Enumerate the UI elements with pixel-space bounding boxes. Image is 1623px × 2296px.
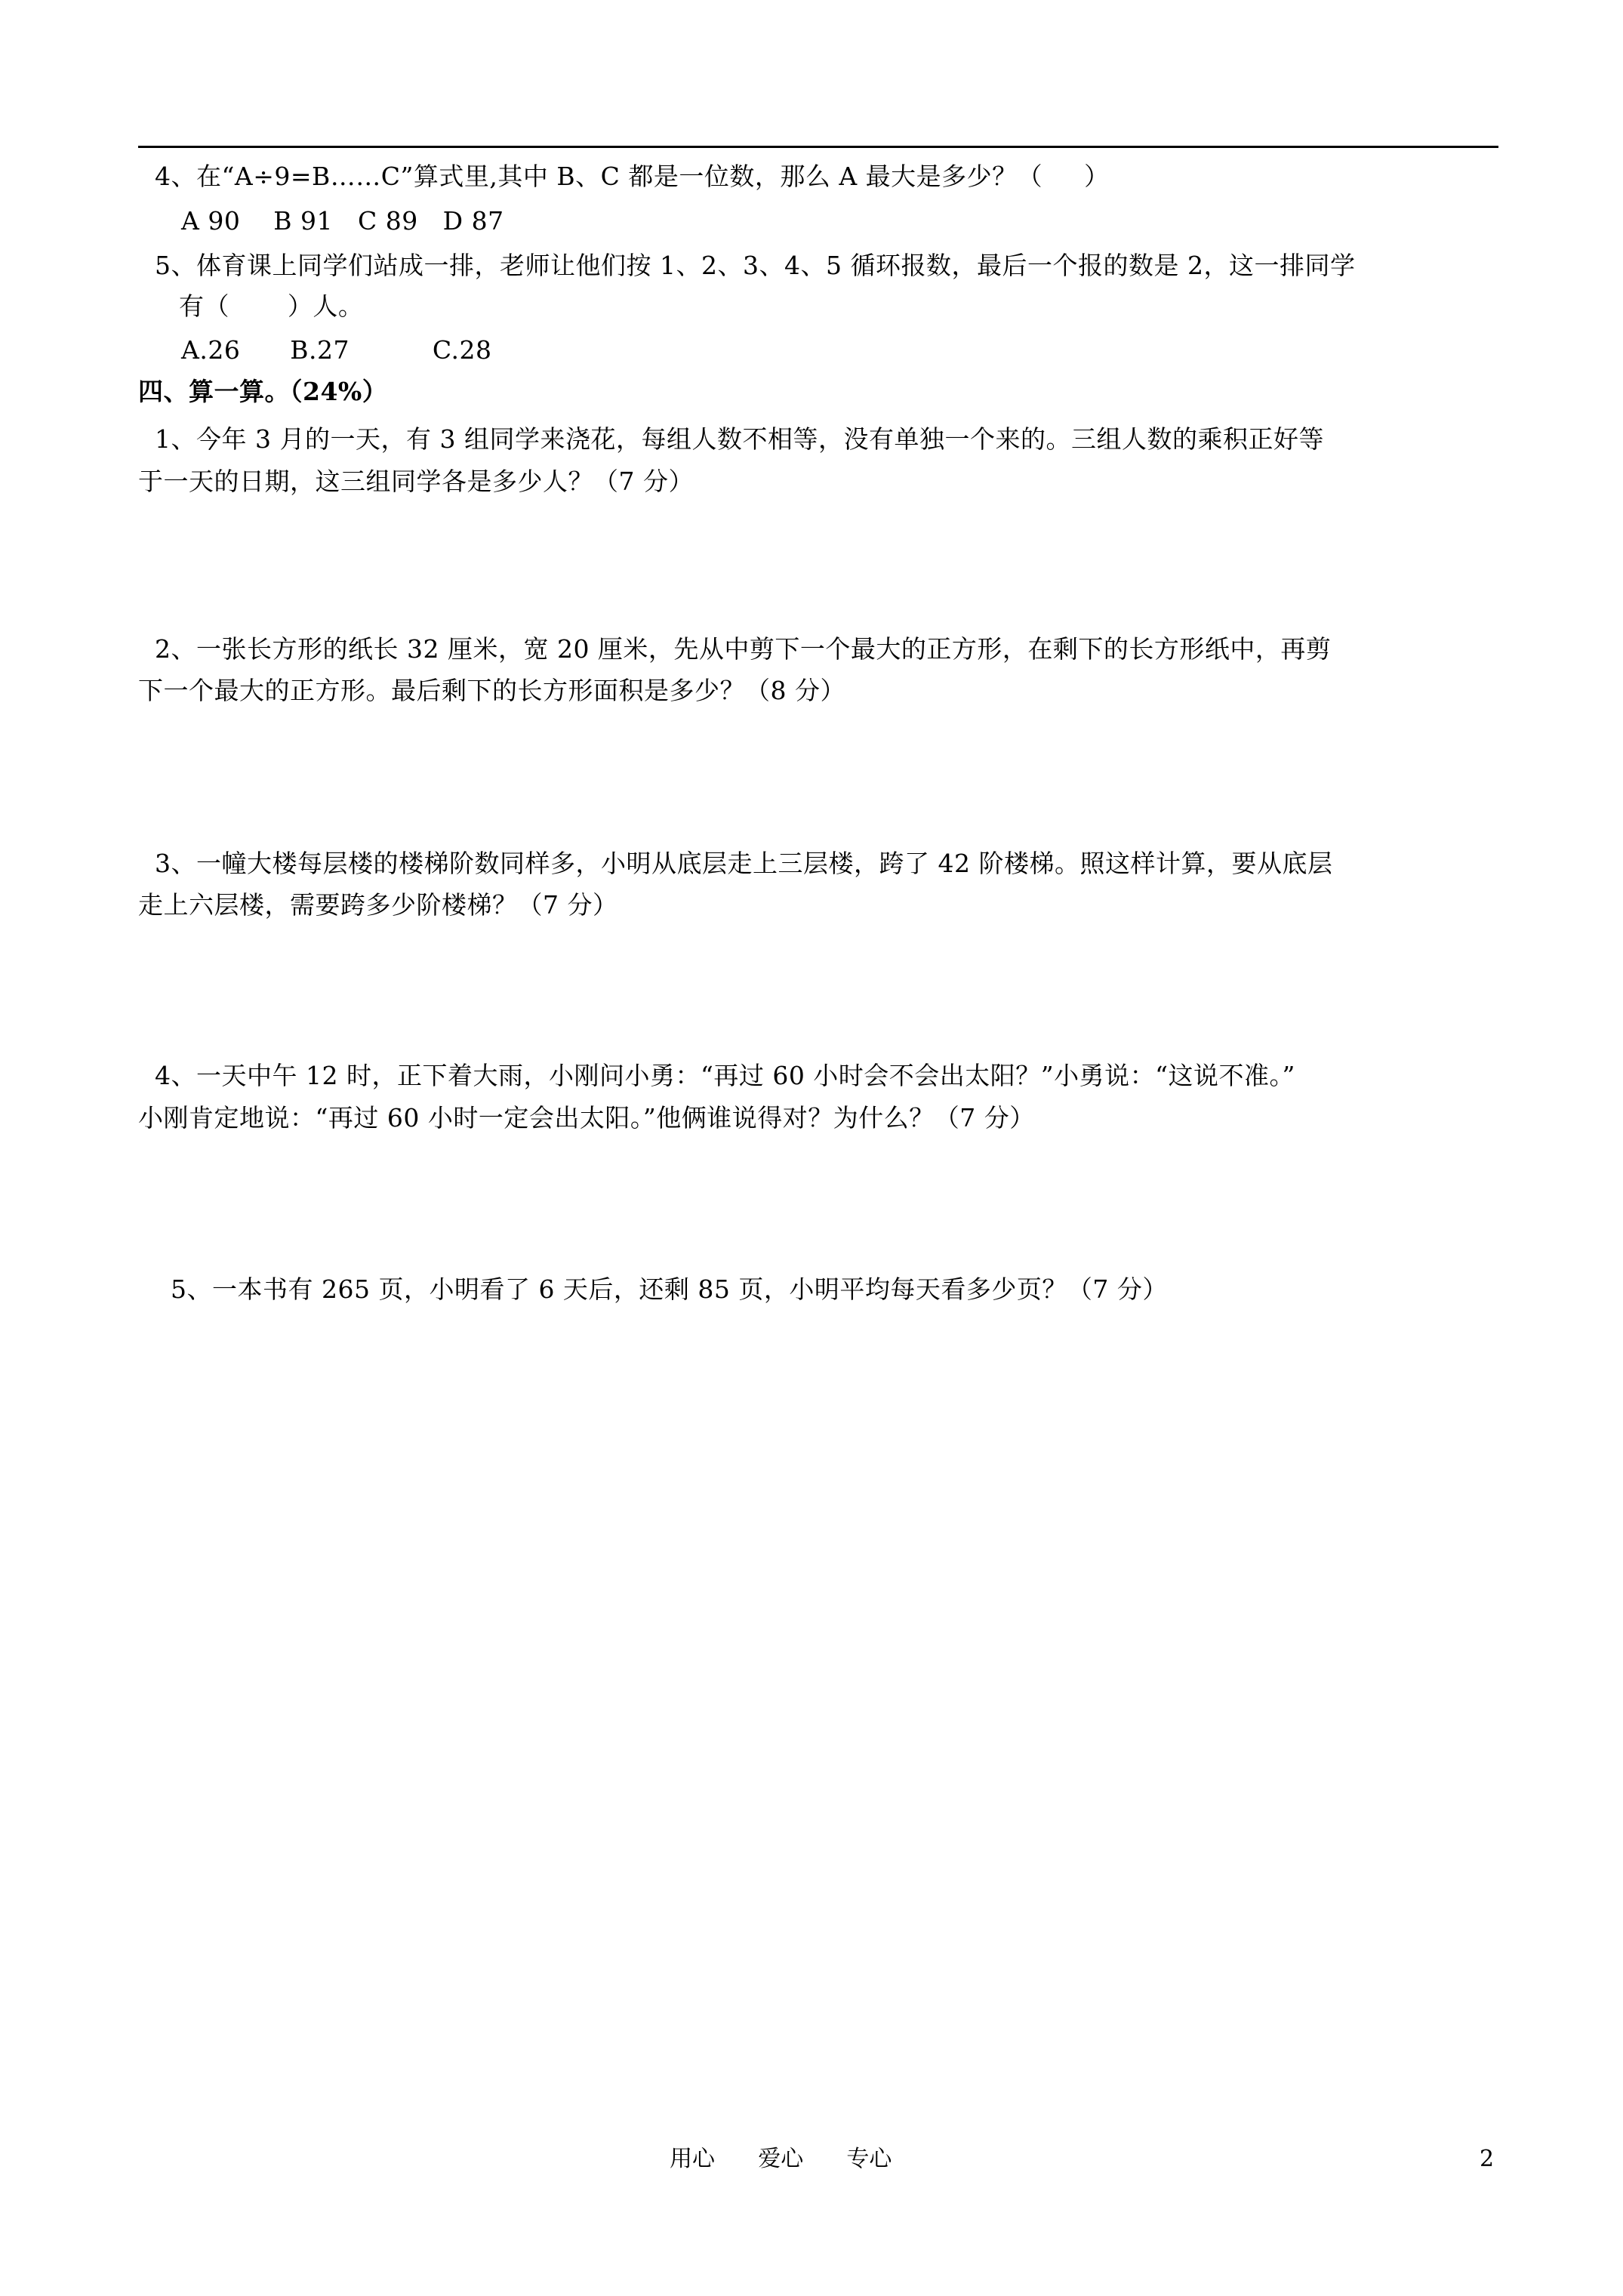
problem-1-line2: 于一天的日期，这三组同学各是多少人？（7 分）	[138, 467, 694, 496]
problem-3-line2: 走上六层楼，需要跨多少阶楼梯？（7 分）	[138, 890, 618, 920]
section-heading: 四、算一算。（24%）	[138, 377, 388, 406]
mc-q5-stem-line1: 5、体育课上同学们站成一排，老师让他们按 1、2、3、4、5 循环报数，最后一个报的数是 2，这一排同学	[155, 251, 1356, 280]
header-rule	[138, 146, 1498, 148]
mc-q4-stem: 4、在“A÷9=B……C”算式里,其中 B、C 都是一位数，那么 A 最大是多少？（ ）	[155, 162, 1110, 191]
problem-4-line2: 小刚肯定地说：“再过 60 小时一定会出太阳。”他俩谁说得对？为什么？（7 分）	[138, 1103, 1035, 1133]
problem-2-line2: 下一个最大的正方形。最后剩下的长方形面积是多少？（8 分）	[138, 676, 845, 705]
problem-5-line1: 5、一本书有 265 页，小明看了 6 天后，还剩 85 页，小明平均每天看多少页？（7 分）	[171, 1274, 1168, 1304]
page-number: 2	[1480, 2146, 1495, 2172]
mc-q4-options: A 90 B 91 C 89 D 87	[181, 206, 504, 236]
problem-4-line1: 4、一天中午 12 时，正下着大雨，小刚问小勇：“再过 60 小时会不会出太阳？”小勇说：“这说不准。”	[155, 1061, 1295, 1090]
problem-3-line1: 3、一幢大楼每层楼的楼梯阶数同样多，小明从底层走上三层楼，跨了 42 阶楼梯。照这样计算，要从底层	[155, 849, 1333, 878]
problem-1-line1: 1、今年 3 月的一天，有 3 组同学来浇花，每组人数不相等，没有单独一个来的。三组人数的乘积正好等	[155, 424, 1324, 454]
mc-q5-options: A.26 B.27 C.28	[181, 335, 492, 365]
mc-q5-stem-line2: 有（ ）人。	[179, 291, 364, 321]
footer-slogan: 用心 爱心 专心	[670, 2146, 892, 2172]
problem-2-line1: 2、一张长方形的纸长 32 厘米，宽 20 厘米，先从中剪下一个最大的正方形，在剩下的长方形纸中，再剪	[155, 634, 1332, 664]
